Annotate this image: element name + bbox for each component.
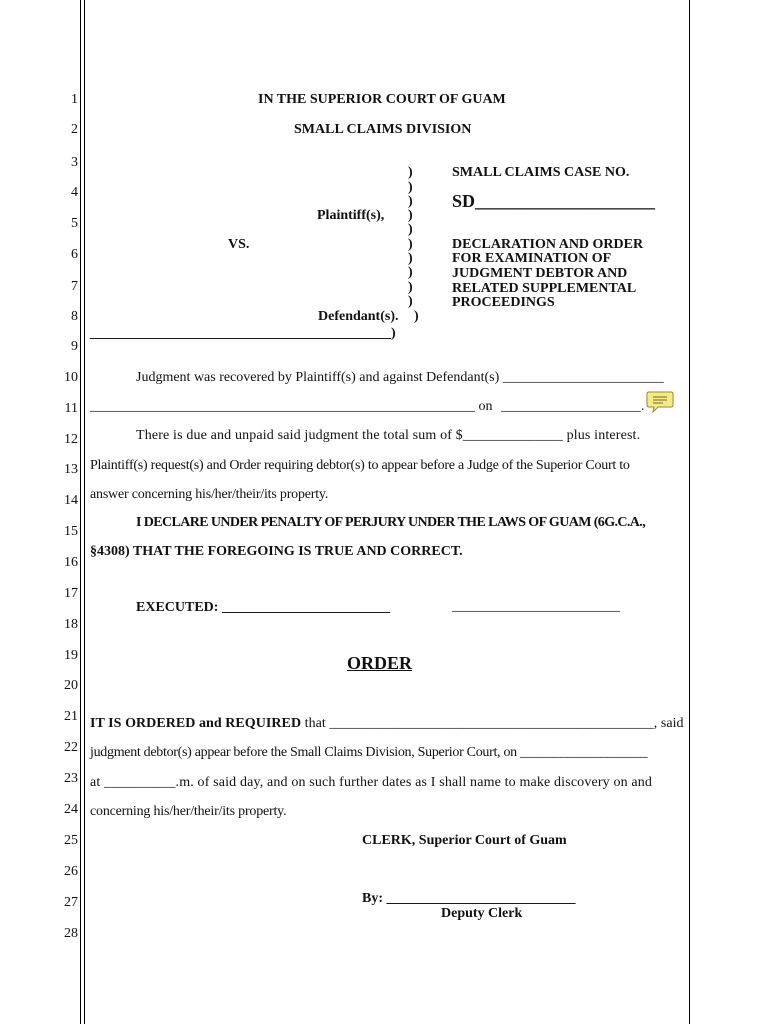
right-margin-rule <box>689 0 690 1024</box>
line-number: 13 <box>64 462 78 477</box>
judgment-recovered-line: Judgment was recovered by Plaintiff(s) and against Defendant(s) _______________________ <box>136 370 664 385</box>
line-number: 27 <box>64 895 78 910</box>
order-heading: ORDER <box>347 653 413 673</box>
division-title: SMALL CLAIMS DIVISION <box>294 122 472 137</box>
line-number: 20 <box>64 678 78 693</box>
line-number: 28 <box>64 926 78 941</box>
perjury-declaration-line-1: I DECLARE UNDER PENALTY OF PERJURY UNDER THE LAWS OF GUAM (6G.C.A., <box>136 515 646 530</box>
document-title-line: FOR EXAMINATION OF <box>452 251 612 266</box>
caption-paren: ) <box>408 208 413 223</box>
caption-paren: ) <box>408 251 413 266</box>
line-number: 9 <box>71 339 78 354</box>
line-number: 6 <box>71 247 78 262</box>
caption-paren: ) <box>408 222 413 237</box>
line-number: 5 <box>71 216 78 231</box>
line-number: 18 <box>64 617 78 632</box>
case-number-label: SMALL CLAIMS CASE NO. <box>452 165 630 180</box>
caption-paren: ) <box>408 194 413 209</box>
discovery-property-line: concerning his/her/their/its property. <box>90 804 287 819</box>
executed-line[interactable]: EXECUTED: ________________________ <box>136 600 390 615</box>
caption-bottom-line: ___________________________________________) <box>90 326 396 341</box>
document-title-line: PROCEEDINGS <box>452 295 555 310</box>
request-order-line: Plaintiff(s) request(s) and Order requiring debtor(s) to appear before a Judge of the Superior Court to <box>90 458 630 473</box>
line-number: 24 <box>64 802 78 817</box>
document-title-line: RELATED SUPPLEMENTAL <box>452 281 637 296</box>
plaintiff-label: Plaintiff(s), <box>317 208 385 223</box>
line-number: 1 <box>71 92 78 107</box>
appear-before-line[interactable]: judgment debtor(s) appear before the Small Claims Division, Superior Court, on ___________________ <box>90 745 648 760</box>
line-number: 10 <box>64 370 78 385</box>
amount-due-line: There is due and unpaid said judgment the total sum of $______________ plus interest. <box>136 428 641 443</box>
line-number: 3 <box>71 155 78 170</box>
vs-label: VS. <box>228 237 250 252</box>
clerk-signature-line[interactable]: By: ___________________________ <box>362 891 576 906</box>
line-number: 12 <box>64 432 78 447</box>
property-line: answer concerning his/her/their/its property. <box>90 487 329 502</box>
caption-paren: ) <box>408 180 413 195</box>
line-number: 22 <box>64 740 78 755</box>
document-title-line: DECLARATION AND ORDER <box>452 237 644 252</box>
line-number: 17 <box>64 586 78 601</box>
judgment-debtor-field[interactable]: _______________________________________________________ on <box>90 399 493 414</box>
order-required-bold: IT IS ORDERED and REQUIRED <box>90 716 302 731</box>
order-required-rest[interactable]: that ______________________________________________, said <box>304 716 684 731</box>
left-margin-rule-1 <box>80 0 81 1024</box>
caption-paren: ) <box>408 237 413 252</box>
court-title: IN THE SUPERIOR COURT OF GUAM <box>258 92 506 107</box>
line-number: 19 <box>64 648 78 663</box>
left-margin-rule-2 <box>84 0 85 1024</box>
line-number: 11 <box>64 401 78 416</box>
appearance-time-line[interactable]: at __________.m. of said day, and on such further dates as I shall name to make discovery on and <box>90 775 653 790</box>
case-number-field[interactable]: SD____________________ <box>452 191 656 211</box>
line-number: 2 <box>71 122 78 137</box>
caption-paren: ) <box>414 309 419 324</box>
defendant-label: Defendant(s). <box>318 309 399 324</box>
judgment-date-field[interactable]: ____________________. <box>501 399 645 414</box>
caption-paren: ) <box>408 280 413 295</box>
line-number: 21 <box>64 709 78 724</box>
deputy-clerk-label: Deputy Clerk <box>441 906 523 921</box>
line-number: 14 <box>64 493 78 508</box>
line-number: 8 <box>71 309 78 324</box>
caption-paren: ) <box>408 165 413 180</box>
line-number: 7 <box>71 279 78 294</box>
line-number: 4 <box>71 185 78 200</box>
caption-paren: ) <box>408 294 413 309</box>
clerk-title: CLERK, Superior Court of Guam <box>362 833 567 848</box>
signature-line[interactable]: ________________________ <box>452 599 620 614</box>
line-number: 16 <box>64 555 78 570</box>
caption-paren: ) <box>408 265 413 280</box>
perjury-declaration-line-2: §4308) THAT THE FOREGOING IS TRUE AND CORRECT. <box>90 544 463 559</box>
comment-note-icon[interactable] <box>646 390 674 414</box>
line-number: 25 <box>64 833 78 848</box>
line-number: 26 <box>64 864 78 879</box>
line-number: 15 <box>64 524 78 539</box>
order-required-line <box>90 716 684 732</box>
line-number: 23 <box>64 771 78 786</box>
document-title-line: JUDGMENT DEBTOR AND <box>452 266 628 281</box>
